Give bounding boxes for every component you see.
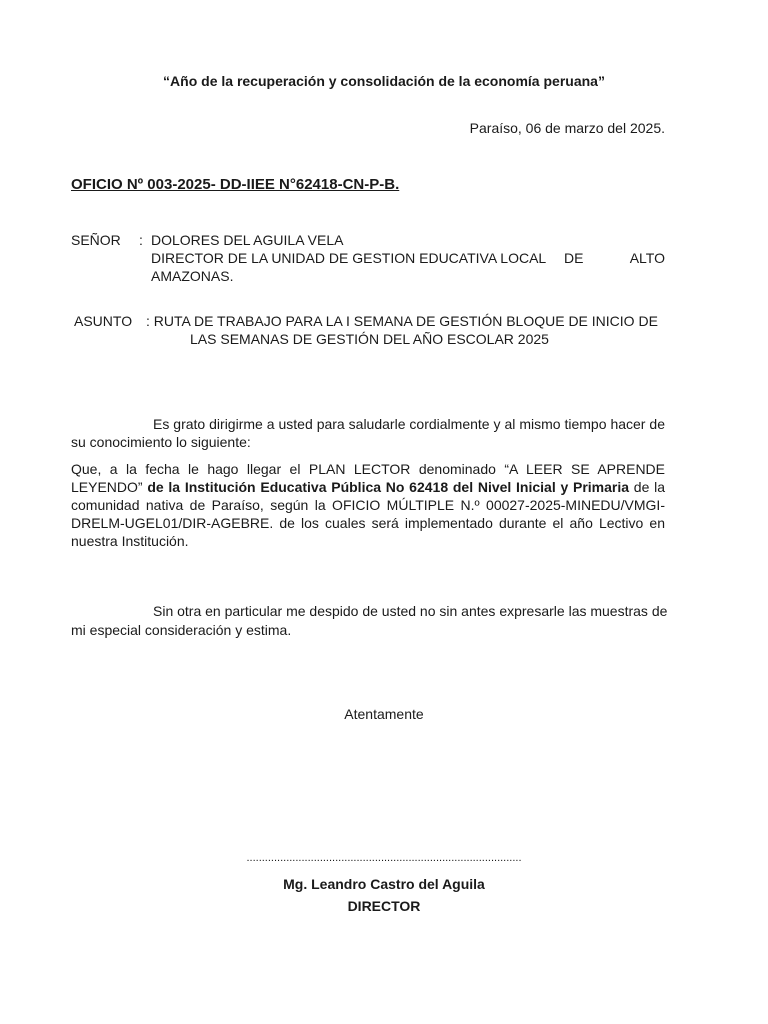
para3-line2: mi especial consideración y estima. — [71, 622, 292, 638]
recipient-position-de: DE — [564, 250, 584, 266]
signer-name: Mg. Leandro Castro del Aguila — [283, 876, 485, 892]
recipient-position-alto: ALTO — [629, 250, 665, 266]
para2-line1: Que, a la fecha le hago llegar el PLAN LECTOR denominado “A LEER SE APRENDE — [71, 461, 665, 477]
asunto-line1: : RUTA DE TRABAJO PARA LA I SEMANA DE GESTIÓN BLOQUE DE INICIO DE — [146, 313, 658, 329]
recipient-position-cont: AMAZONAS. — [151, 268, 234, 284]
signature-line: .......................................................................................... — [246, 852, 522, 864]
para2-line2 — [71, 479, 665, 495]
signer-title: DIRECTOR — [347, 898, 421, 914]
oficio-title: OFICIO Nº 003-2025- DD-IIEE N°62418-CN-P-B. — [71, 176, 400, 193]
para3-line1: Sin otra en particular me despido de usted no sin antes expresarle las muestras de — [153, 603, 668, 619]
senor-colon: : — [139, 232, 143, 248]
para2-line4: DRELM-UGEL01/DIR-AGEBRE. de los cuales será implementado durante el año Lectivo en — [71, 515, 665, 531]
para2-line5: nuestra Institución. — [71, 533, 189, 549]
para2-line2a: LEYENDO” — [71, 479, 143, 495]
para2-line2c: de la — [633, 479, 666, 495]
senor-label: SEÑOR — [71, 232, 121, 248]
asunto-line2: LAS SEMANAS DE GESTIÓN DEL AÑO ESCOLAR 2025 — [190, 331, 549, 347]
asunto-label: ASUNTO — [74, 313, 133, 329]
year-motto: “Año de la recuperación y consolidación de la economía peruana” — [163, 73, 605, 89]
institution-name: de la Institución Educativa Pública No 62418 del Nivel Inicial y Primaria — [147, 479, 630, 495]
date-line: Paraíso, 06 de marzo del 2025. — [469, 120, 665, 136]
recipient-position: DIRECTOR DE LA UNIDAD DE GESTION EDUCATIVA LOCAL — [151, 250, 547, 266]
para1-line2: su conocimiento lo siguiente: — [71, 434, 251, 450]
closing: Atentamente — [344, 706, 424, 722]
recipient-name: DOLORES DEL AGUILA VELA — [151, 232, 344, 248]
para2-line3: comunidad nativa de Paraíso, según la OFICIO MÚLTIPLE N.º 00027-2025-MINEDU/VMGI- — [71, 497, 665, 513]
para1-line1: Es grato dirigirme a usted para saludarle cordialmente y al mismo tiempo hacer de — [153, 416, 665, 432]
